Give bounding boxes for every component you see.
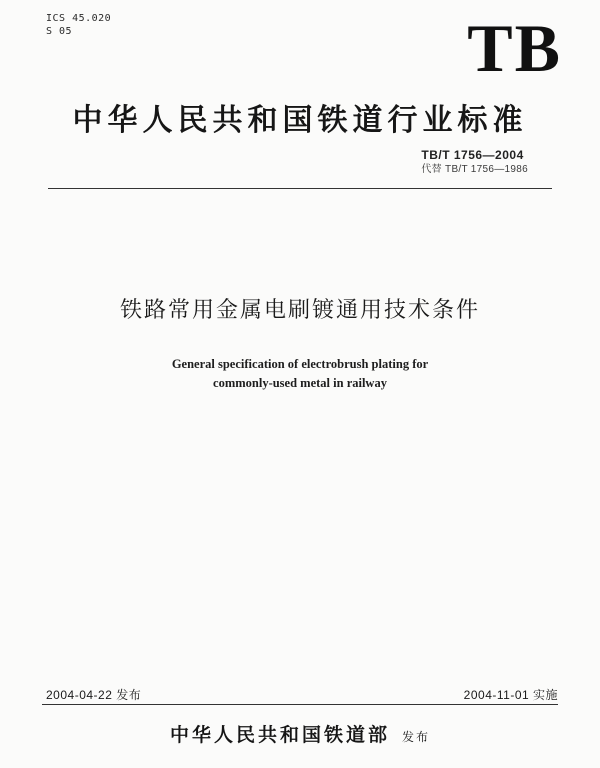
header-divider — [48, 188, 552, 189]
publisher-name: 中华人民共和国铁道部 — [169, 724, 390, 746]
classification-codes — [46, 12, 111, 38]
tb-logo: TB — [467, 10, 562, 86]
footer-divider — [42, 704, 558, 705]
publisher-verb: 发布 — [402, 730, 431, 744]
document-title-cn: 铁路常用金属电刷镀通用技术条件 — [119, 298, 480, 323]
ics-code: ICS 45.020 — [46, 13, 112, 24]
document-title-en — [0, 355, 600, 393]
implementation-date: 2004-11-01 实施 — [463, 688, 558, 702]
document-title-en-line-1: General specification of electrobrush plating for — [171, 357, 429, 371]
standard-number-block — [421, 147, 528, 177]
replaces-standard: 代替 TB/T 1756—1986 — [421, 164, 528, 175]
publisher-line — [0, 720, 600, 747]
class-code: S 05 — [46, 26, 73, 37]
issue-date: 2004-04-22 发布 — [46, 688, 142, 702]
standard-title: 中华人民共和国铁道行业标准 — [72, 103, 528, 138]
standard-number: TB/T 1756—2004 — [421, 148, 524, 162]
document-title-en-line-2: commonly-used metal in railway — [213, 376, 387, 390]
